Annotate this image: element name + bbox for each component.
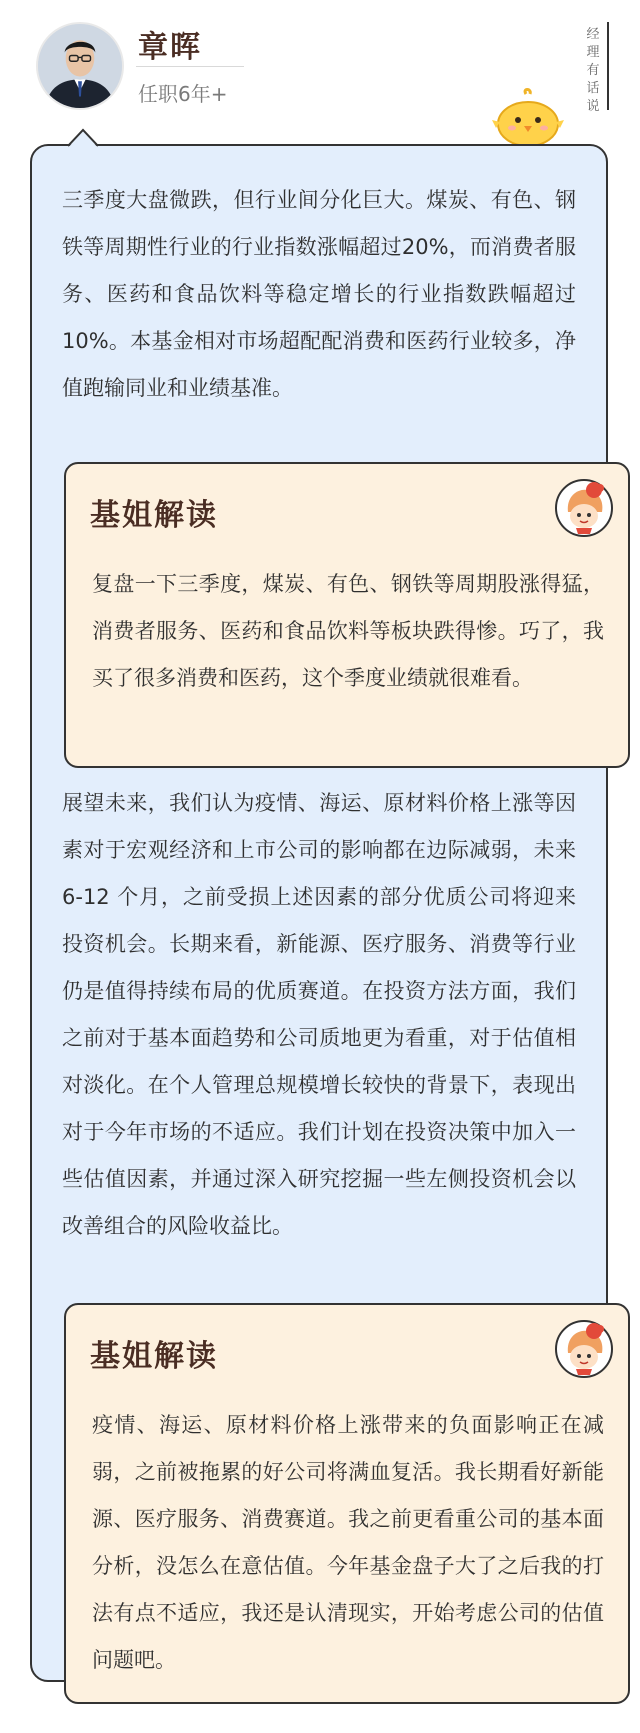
mascot-girl-icon bbox=[554, 1319, 614, 1379]
name-divider bbox=[136, 66, 244, 67]
interpretation-card bbox=[64, 462, 630, 768]
interpretation-card bbox=[64, 1303, 630, 1704]
bubble-pointer bbox=[68, 128, 98, 148]
avatar bbox=[36, 22, 124, 110]
avatar-portrait-icon bbox=[38, 24, 122, 108]
manager-tenure: 任职6年+ bbox=[138, 82, 228, 106]
card-title: 基姐解读 bbox=[90, 1339, 218, 1374]
mascot-girl-icon bbox=[554, 478, 614, 538]
paragraph-q3-review: 三季度大盘微跌，但行业间分化巨大。煤炭、有色、钢铁等周期性行业的行业指数涨幅超过20%，而消费者服务、医药和食品饮料等稳定增长的行业指数跌幅超过 10%。本基金相对市场超配配消费和医药行业较多，净值跑输同业和业绩基准。 bbox=[62, 188, 576, 400]
card-text: 疫情、海运、原材料价格上涨带来的负面影响正在减弱，之前被拖累的好公司将满血复活。我长期看好新能源、医疗服务、消费赛道。我之前更看重公司的基本面分析，没怎么在意估值。今年基金盘子大了之后我的打法有点不适应，我还是认清现实，开始考虑公司的估值问题吧。 bbox=[92, 1413, 604, 1672]
manager-name: 章晖 bbox=[138, 30, 202, 65]
card-text: 复盘一下三季度，煤炭、有色、钢铁等周期股涨得猛，消费者服务、医药和食品饮料等板块跌得惨。巧了，我买了很多消费和医药，这个季度业绩就很难看。 bbox=[92, 572, 604, 690]
side-label: 经理有话说 bbox=[586, 27, 600, 114]
side-label-rule bbox=[607, 22, 609, 110]
yellow-chick-icon bbox=[492, 88, 564, 148]
card-title: 基姐解读 bbox=[90, 498, 218, 533]
paragraph-outlook: 展望未来，我们认为疫情、海运、原材料价格上涨等因素对于宏观经济和上市公司的影响都在边际减弱，未来 6-12 个月，之前受损上述因素的部分优质公司将迎来投资机会。长期来看，新能源、医疗服务、消费等行业仍是值得持续布局的优质赛道。在投资方法方面，我们之前对于基本面趋势和公司质地更为看重，对于估值相对淡化。在个人管理总规模增长较快的背景下，表现出对于今年市场的不适应。我们计划在投资决策中加入一些估值因素，并通过深入研究挖掘一些左侧投资机会以改善组合的风险收益比。 bbox=[62, 791, 576, 1238]
